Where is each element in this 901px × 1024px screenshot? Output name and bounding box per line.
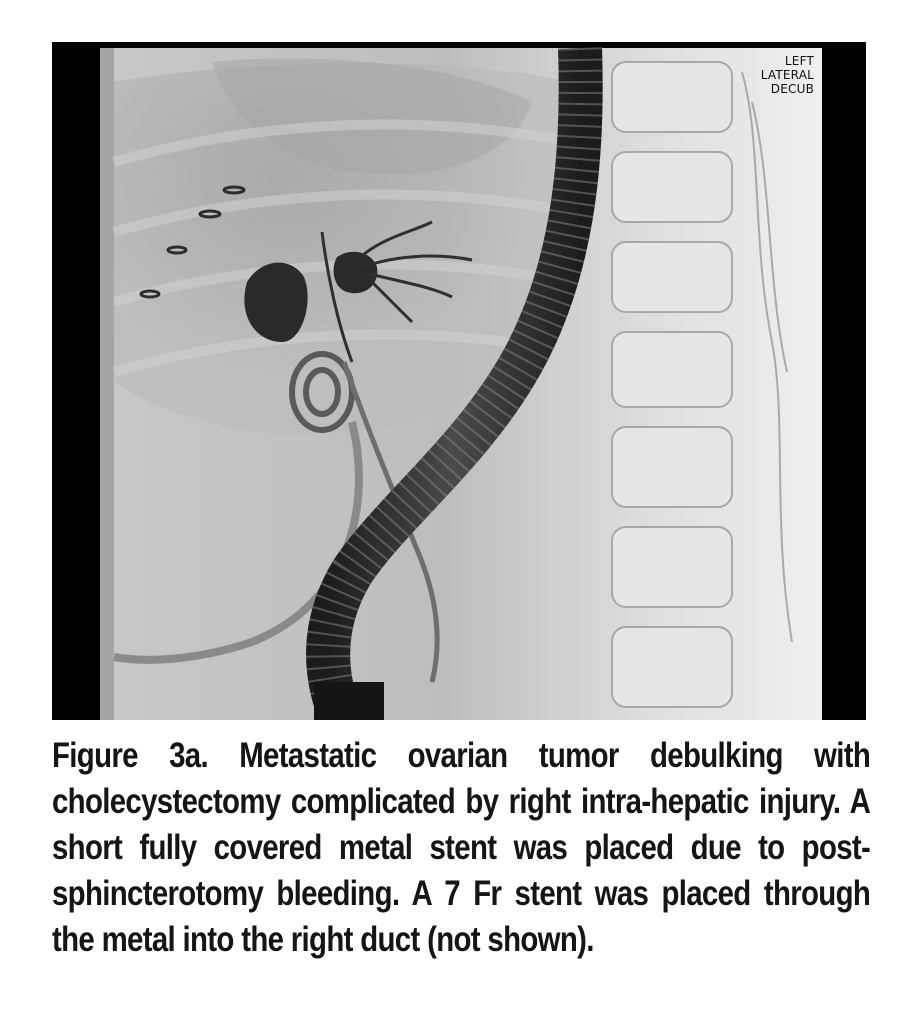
fluoroscopy-image [52,42,866,720]
orientation-line-3: DECUB [770,82,814,96]
orientation-line-2: LATERAL [760,68,814,82]
image-orientation-label [704,54,814,96]
figure-caption: Figure 3a. Metastatic ovarian tumor debulking with cholecystectomy complicated by right intra-hepatic injury. A short fully covered metal stent was placed due to post-sphincterotomy bleeding. A 7 Fr stent was placed through the metal into the right duct (not shown). [52,736,871,959]
xray-figure [52,42,866,720]
orientation-line-1: LEFT [784,54,814,68]
